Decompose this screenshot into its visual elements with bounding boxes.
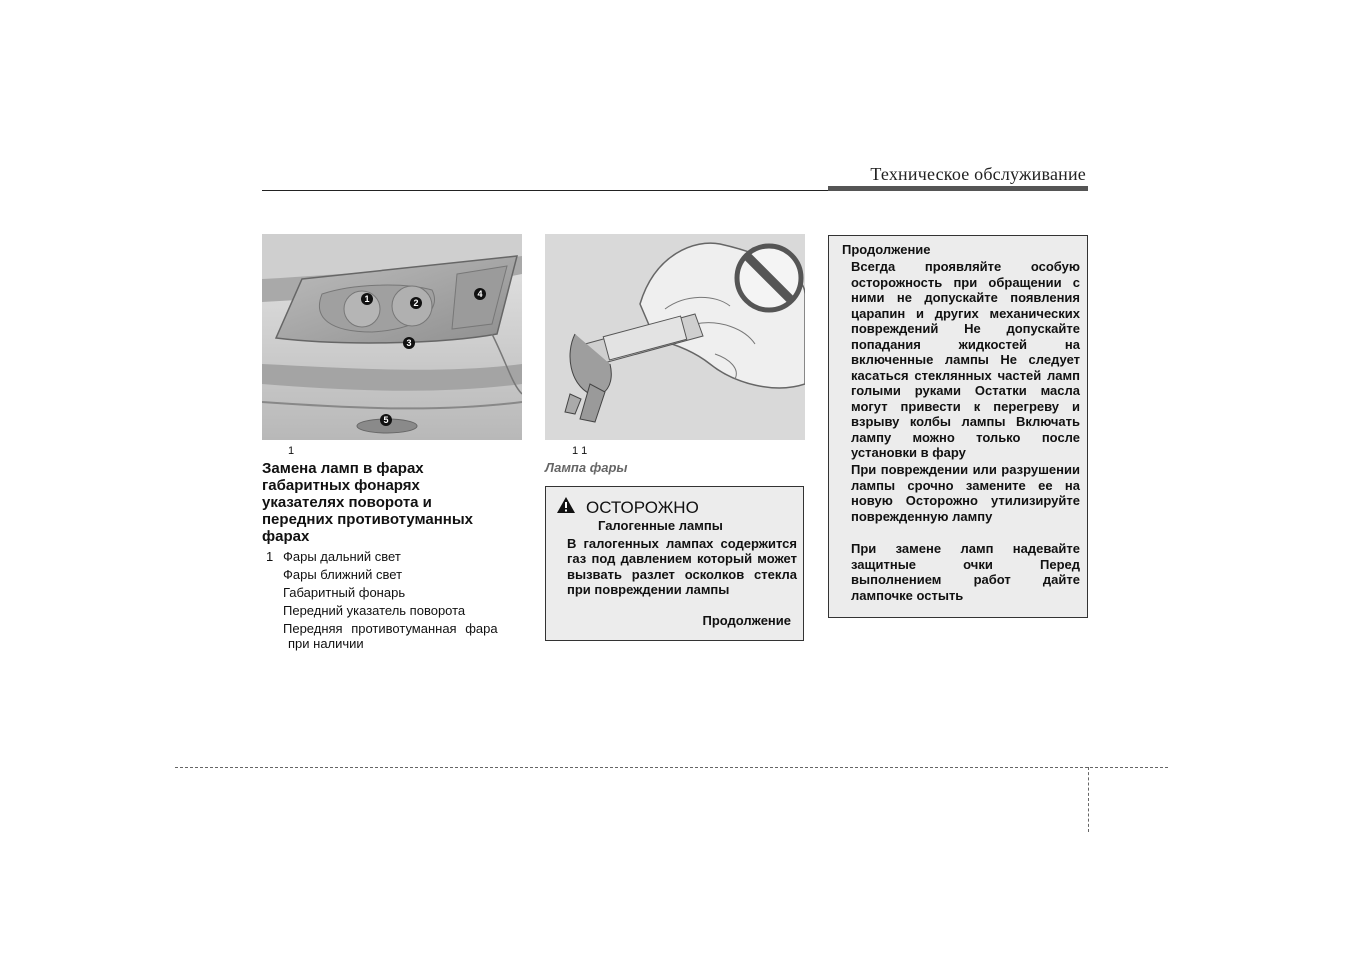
- parts-list: [262, 548, 524, 653]
- svg-text:5: 5: [383, 415, 389, 425]
- callout-2: [410, 297, 422, 309]
- figure-caption: Лампа фары: [545, 460, 628, 475]
- list-item: при наличии: [288, 636, 364, 651]
- callout-5: [380, 414, 392, 426]
- list-item: Передняя противотуманная фара: [283, 621, 498, 636]
- list-item: Передний указатель поворота: [283, 603, 466, 618]
- headlamp-illustration: [262, 234, 522, 440]
- heading-line: габаритных фонарях: [262, 477, 420, 494]
- warning-triangle-icon: [556, 496, 576, 514]
- list-item: Фары ближний свет: [283, 567, 403, 582]
- callout-3: [403, 337, 415, 349]
- svg-text:4: 4: [477, 289, 483, 299]
- section-title: Техническое обслуживание: [870, 164, 1086, 184]
- heading-line: передних противотуманных: [262, 511, 473, 528]
- callout-4: [474, 288, 486, 300]
- list-item: Габаритный фонарь: [283, 585, 406, 600]
- warning-subtitle: Галогенные лампы: [598, 518, 723, 533]
- warning-title: ОСТОРОЖНО: [586, 498, 699, 517]
- continuation-paragraph: При замене ламп надевайте защитные очки Перед выполнением работ дайте лампочке остыть: [851, 541, 1080, 603]
- bulb-illustration: [545, 234, 805, 440]
- continuation-paragraph: Всегда проявляйте особую осторожность при обращении с ними не допускайте появления царапин и других механических повреждений Не допускайте попадания жидкостей на включенные лампы Не следует касаться стеклянных частей ламп голыми руками Остатки масла могут привести к перегреву и взрыву колбы лампы Включать лампу можно только после установки в фару: [851, 259, 1080, 460]
- figure-code-middle: 1 1: [572, 445, 588, 457]
- heading-line: указателях поворота и: [262, 494, 432, 511]
- callout-1: [361, 293, 373, 305]
- continuation-heading: Продолжение: [842, 242, 931, 257]
- continuation-paragraph: При повреждении или разрушении лампы срочно замените ее на новую Осторожно утилизируйте поврежденную лампу: [851, 462, 1080, 524]
- svg-text:3: 3: [406, 338, 412, 348]
- heading-line: фарах: [262, 528, 310, 545]
- warning-body: В галогенных лампах содержится газ под давлением который может вызвать разлет осколков стекла при повреждении лампы: [567, 536, 797, 598]
- svg-text:1: 1: [364, 294, 370, 304]
- section-heading: [262, 460, 522, 545]
- header-rule-accent: [828, 186, 1088, 191]
- trim-line-horizontal: [175, 767, 1168, 768]
- list-number: 1: [266, 549, 274, 564]
- warning-continued: Продолжение: [702, 613, 791, 628]
- trim-line-vertical: [1088, 767, 1089, 832]
- continuation-box: [828, 235, 1088, 618]
- heading-line: Замена ламп в фарах: [262, 460, 424, 477]
- svg-text:2: 2: [413, 298, 419, 308]
- list-item: 1 Фары дальний свет: [262, 548, 524, 566]
- prohibition-icon: [737, 246, 801, 310]
- figure-code-left: 1: [288, 445, 295, 457]
- warning-box: [545, 486, 804, 641]
